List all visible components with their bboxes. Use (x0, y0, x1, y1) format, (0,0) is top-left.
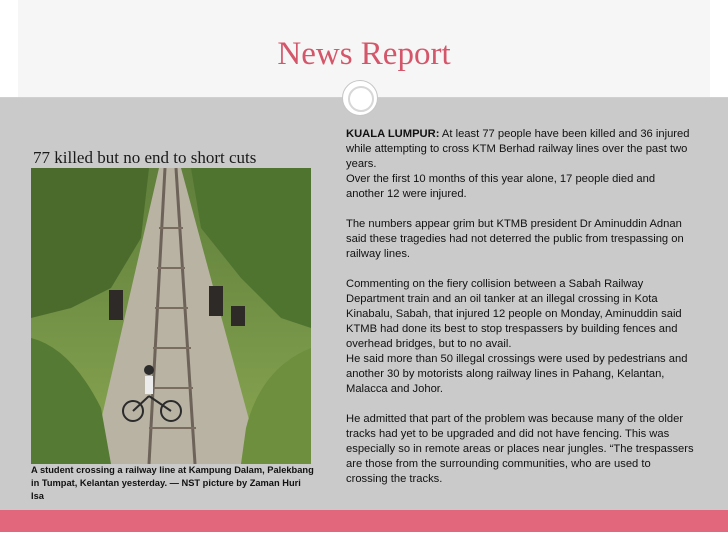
article-body (346, 127, 694, 502)
railway-photo (31, 168, 311, 464)
article-paragraph (346, 127, 694, 202)
bottom-accent-bar (0, 510, 728, 532)
article-dateline: KUALA LUMPUR: (346, 128, 440, 140)
article-paragraph: He said more than 50 illegal crossings were used by pedestrians and another 30 by motorists along railway lines in Pahang, Kelantan, Malacca and Johor. (346, 353, 688, 395)
article-paragraph: The numbers appear grim but KTMB president Dr Aminuddin Adnan said these tragedies had not deterred the public from trespassing on railway lines. (346, 218, 684, 260)
bottom-margin (0, 532, 728, 546)
photo-caption: A student crossing a railway line at Kampung Dalam, Palekbang in Tumpat, Kelantan yesterday. — NST picture by Zaman Huri Isa (31, 465, 314, 501)
circle-emblem-icon (342, 80, 378, 116)
article-text: Over the first 10 months of this year alone, 17 people died and another 12 were injured. (346, 173, 656, 200)
article-text: At least 77 people have been killed and 36 injured while attempting to cross KTM Berhad railway lines over the past two years. (346, 128, 690, 170)
article-headline: 77 killed but no end to short cuts (33, 148, 257, 167)
article-paragraph: He admitted that part of the problem was because many of the older tracks had yet to be upgraded and did not have fencing. This was especially so in remote areas or places near jungles. “The trespassers are those from the surrounding communities, who are used to crossing the tracks. (346, 413, 694, 485)
slide-title: News Report (277, 36, 451, 72)
article-paragraph: Commenting on the fiery collision between a Sabah Railway Department train and an oil tanker at an illegal crossing in Kota Kinabalu, Sabah, that injured 12 people on Monday, Aminuddin said KTMB had done its best to stop trespassers by building fences and overhead bridges, but to no avail. (346, 278, 682, 350)
